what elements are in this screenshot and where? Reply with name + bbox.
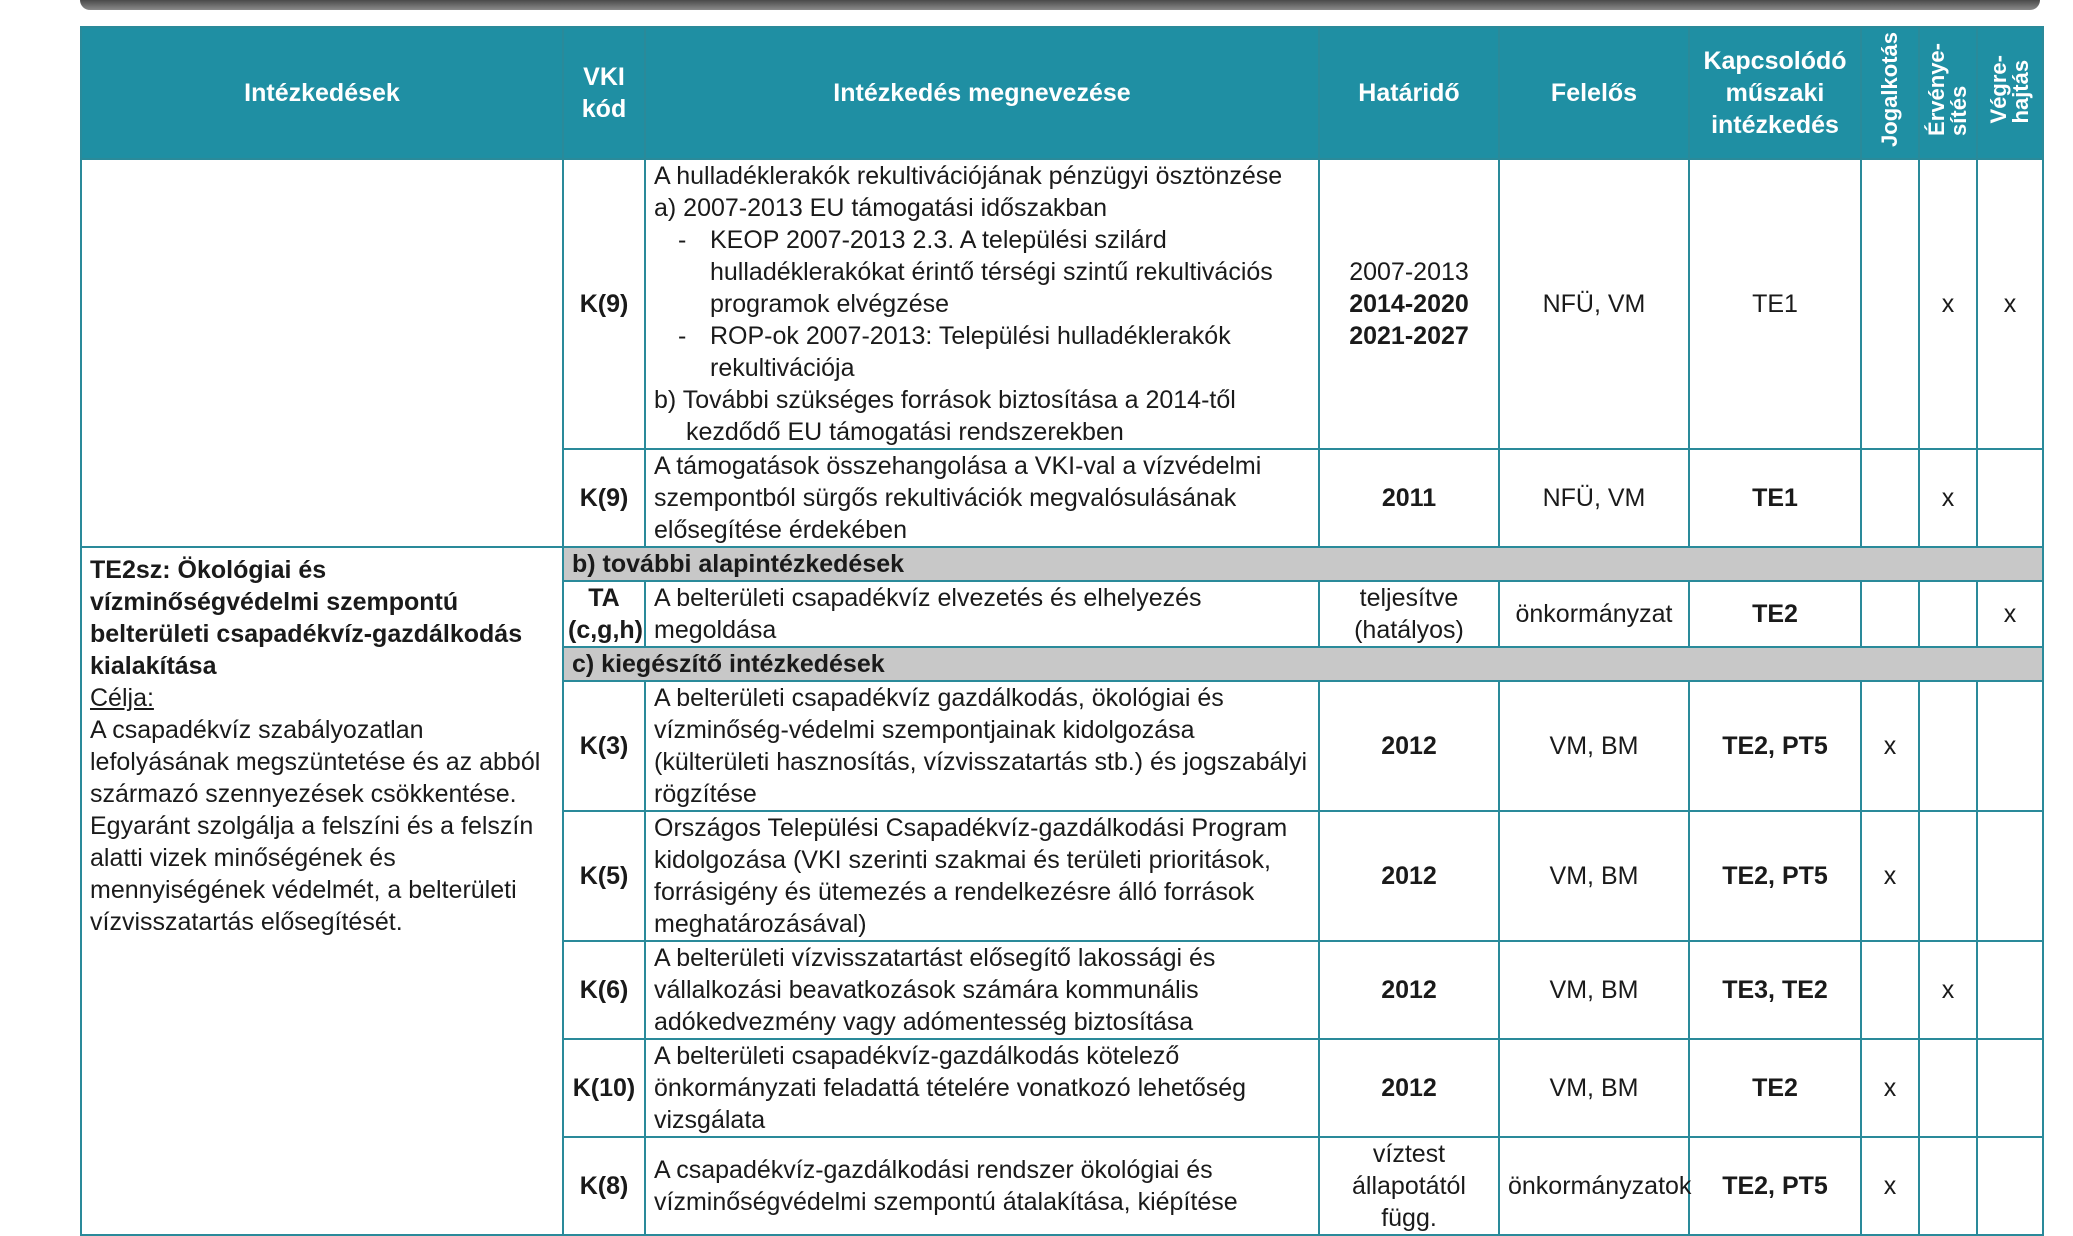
deadline: 2012 [1319, 941, 1499, 1039]
measure-description: A belterületi csapadékvíz elvezetés és elhelyezés megoldása [645, 581, 1319, 647]
deadline: 2011 [1319, 449, 1499, 547]
mark-jogalkotas [1861, 941, 1919, 1039]
header-intezkedesek: Intézkedések [81, 27, 563, 159]
table-row [81, 159, 2043, 449]
measure-description: A hulladéklerakók rekultivációjának pénzügyi ösztönzése a) 2007-2013 EU támogatási időszakban - KEOP 2007-2013 2.3. A települési szilárd hulladéklerakókat érintő térségi szintű rekultivációs programok elvégzése - ROP-ok 2007-2013: Települési hulladéklerakók rekultivációja b) További szükséges források biztosítása a 2014-től kezdődő EU támogatási rendszerekben [645, 159, 1319, 449]
header-vegrehajtas: Végre- hajtás [1977, 27, 2043, 159]
mark-vegrehajtas [1977, 1137, 2043, 1235]
mark-jogalkotas [1861, 449, 1919, 547]
header-row [81, 27, 2043, 159]
measure-group-cell [81, 547, 563, 1235]
responsible: VM, BM [1499, 681, 1689, 811]
mark-ervenyesites [1919, 581, 1977, 647]
vki-code: TA (c,g,h) [563, 581, 645, 647]
responsible: önkormányzat [1499, 581, 1689, 647]
vki-code: K(6) [563, 941, 645, 1039]
related-measure: TE2, PT5 [1689, 811, 1861, 941]
section-b-heading: b) további alapintézkedések [563, 547, 2043, 581]
header-felelos: Felelős [1499, 27, 1689, 159]
related-measure: TE1 [1689, 449, 1861, 547]
deadline: 2012 [1319, 681, 1499, 811]
related-measure: TE2, PT5 [1689, 1137, 1861, 1235]
header-kapcsolodo: Kapcsolódó műszaki intézkedés [1689, 27, 1861, 159]
section-c-heading: c) kiegészítő intézkedések [563, 647, 2043, 681]
list-item: - KEOP 2007-2013 2.3. A települési szilárd hulladéklerakókat érintő térségi szintű rekultivációs programok elvégzése [710, 224, 1310, 320]
responsible: VM, BM [1499, 1039, 1689, 1137]
deadline: teljesítve (hatályos) [1319, 581, 1499, 647]
header-megnevezes: Intézkedés megnevezése [645, 27, 1319, 159]
mark-ervenyesites: x [1919, 941, 1977, 1039]
mark-vegrehajtas: x [1977, 159, 2043, 449]
measures-table [80, 26, 2044, 1236]
measure-group-title: TE2sz: Ökológiai és vízminőségvédelmi szempontú belterületi csapadékvíz-gazdálkodás kialakítása [90, 556, 523, 680]
header-hatarido: Határidő [1319, 27, 1499, 159]
goal-text: A csapadékvíz szabályozatlan lefolyásának megszüntetése és az abból származó szennyezések csökkentése. Egyaránt szolgálja a felszíni és a felszín alatti vizek minőségének és mennyiségének védelmét, a belterületi vízvisszatartás elősegítését. [90, 716, 541, 936]
header-ervenyesites: Érvénye- sítés [1919, 27, 1977, 159]
responsible: NFÜ, VM [1499, 449, 1689, 547]
responsible: VM, BM [1499, 811, 1689, 941]
mark-ervenyesites: x [1919, 449, 1977, 547]
vki-code: K(9) [563, 449, 645, 547]
deadline: 2012 [1319, 1039, 1499, 1137]
mark-jogalkotas: x [1861, 1039, 1919, 1137]
measure-description: A támogatások összehangolása a VKI-val a vízvédelmi szempontból sürgős rekultivációk megvalósulásának elősegítése érdekében [645, 449, 1319, 547]
related-measure: TE2 [1689, 581, 1861, 647]
measure-description: A belterületi csapadékvíz-gazdálkodás kötelező önkormányzati feladattá tételére vonatkozó lehetőség vizsgálata [645, 1039, 1319, 1137]
related-measure: TE3, TE2 [1689, 941, 1861, 1039]
mark-jogalkotas: x [1861, 681, 1919, 811]
mark-ervenyesites [1919, 1039, 1977, 1137]
vki-code: K(3) [563, 681, 645, 811]
deadline: 2007-2013 2014-2020 2021-2027 [1319, 159, 1499, 449]
responsible: NFÜ, VM [1499, 159, 1689, 449]
measure-description: Országos Települési Csapadékvíz-gazdálkodási Program kidolgozása (VKI szerinti szakmai és területi prioritások, forrásigény és ütemezés a rendelkezésre álló források meghatározásával) [645, 811, 1319, 941]
mark-ervenyesites [1919, 681, 1977, 811]
section-row [81, 547, 2043, 581]
vki-code: K(10) [563, 1039, 645, 1137]
mark-vegrehajtas [1977, 811, 2043, 941]
mark-vegrehajtas [1977, 449, 2043, 547]
mark-ervenyesites [1919, 811, 1977, 941]
measure-description: A csapadékvíz-gazdálkodási rendszer ökológiai és vízminőségvédelmi szempontú átalakítása, kiépítése [645, 1137, 1319, 1235]
header-vki-kod: VKI kód [563, 27, 645, 159]
mark-ervenyesites: x [1919, 159, 1977, 449]
dash-list [654, 224, 1310, 384]
related-measure: TE2, PT5 [1689, 681, 1861, 811]
goal-label: Célja: [90, 684, 154, 712]
vki-code: K(5) [563, 811, 645, 941]
responsible: VM, BM [1499, 941, 1689, 1039]
left-empty-cell [81, 159, 563, 547]
mark-vegrehajtas [1977, 681, 2043, 811]
mark-jogalkotas [1861, 159, 1919, 449]
header-jogalkotas: Jogalkotás [1861, 27, 1919, 159]
mark-jogalkotas: x [1861, 811, 1919, 941]
top-decorative-bar [80, 0, 2040, 10]
mark-jogalkotas [1861, 581, 1919, 647]
mark-vegrehajtas [1977, 1039, 2043, 1137]
measure-description: A belterületi csapadékvíz gazdálkodás, ökológiai és vízminőség-védelmi szempontjainak kidolgozása (külterületi hasznosítás, vízvisszatartás stb.) és jogszabályi rögzítése [645, 681, 1319, 811]
mark-ervenyesites [1919, 1137, 1977, 1235]
responsible: önkormányzatok [1499, 1137, 1689, 1235]
vki-code: K(8) [563, 1137, 645, 1235]
related-measure: TE2 [1689, 1039, 1861, 1137]
mark-vegrehajtas [1977, 941, 2043, 1039]
mark-jogalkotas: x [1861, 1137, 1919, 1235]
list-item: - ROP-ok 2007-2013: Települési hulladéklerakók rekultivációja [710, 320, 1310, 384]
related-measure: TE1 [1689, 159, 1861, 449]
deadline: 2012 [1319, 811, 1499, 941]
deadline: víztest állapotától függ. [1319, 1137, 1499, 1235]
vki-code: K(9) [563, 159, 645, 449]
mark-vegrehajtas: x [1977, 581, 2043, 647]
measure-description: A belterületi vízvisszatartást elősegítő lakossági és vállalkozási beavatkozások számára kommunális adókedvezmény vagy adómentesség biztosítása [645, 941, 1319, 1039]
